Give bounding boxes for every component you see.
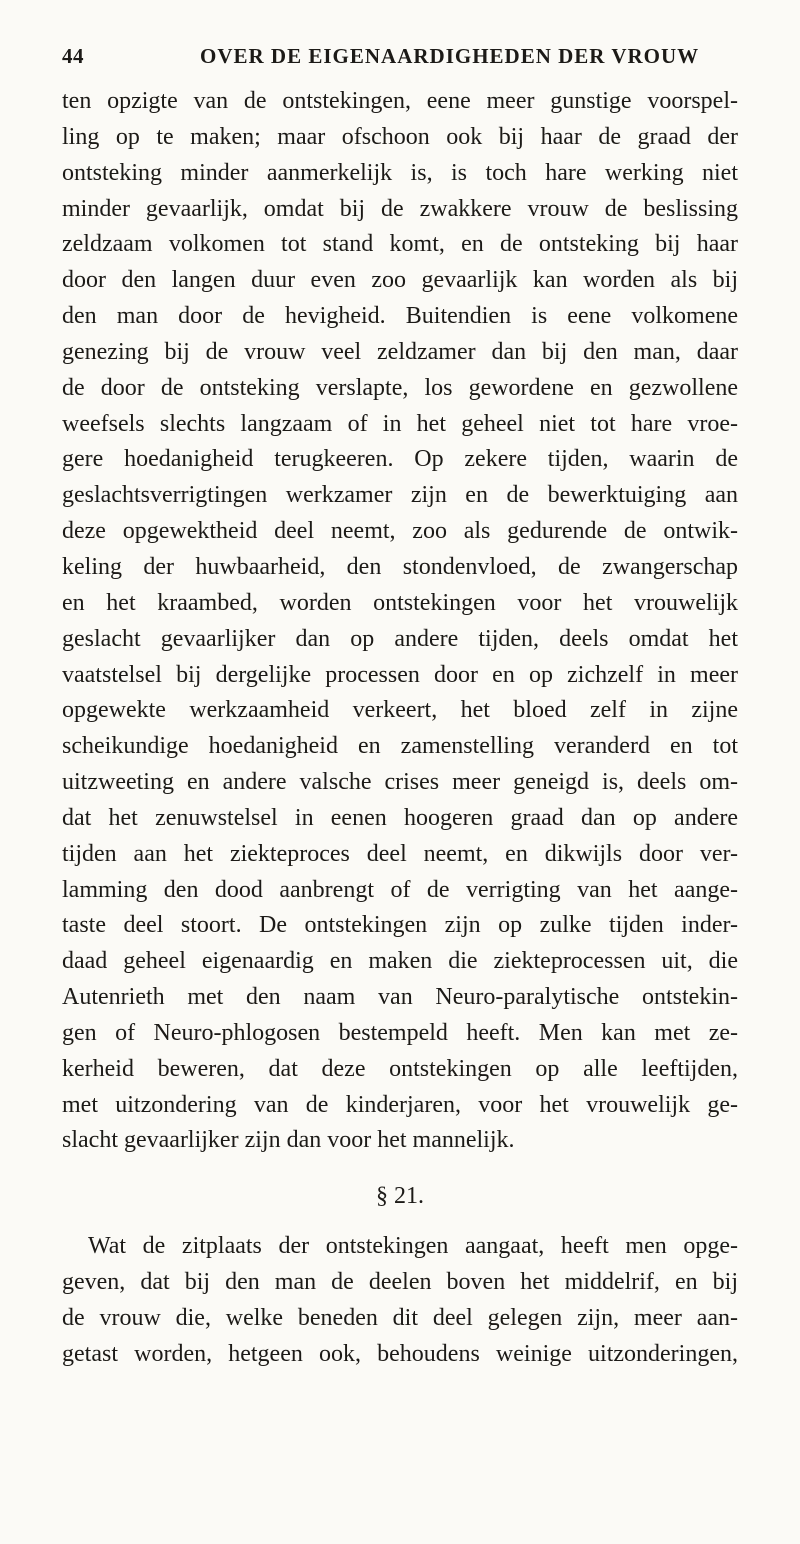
running-title: OVER DE EIGENAARDIGHEDEN DER VROUW	[200, 44, 700, 68]
text-line: tijden aan het ziekteproces deel neemt, en dikwijls door ver-	[62, 840, 738, 867]
running-head	[62, 44, 738, 74]
text-line: de vrouw die, welke beneden dit deel gelegen zijn, meer aan-	[62, 1305, 738, 1331]
text-line: daad geheel eigenaardig en maken die ziekteprocessen uit, die	[62, 948, 738, 975]
text-line: dat het zenuwstelsel in eenen hoogeren graad dan op andere	[62, 804, 738, 831]
text-line: keling der huwbaarheid, den stondenvloed, de zwangerschap	[62, 553, 738, 580]
text-line: gen of Neuro-phlogosen bestempeld heeft. Men kan met ze-	[62, 1019, 738, 1046]
paragraph-1	[62, 84, 738, 1159]
text-line: Autenrieth met den naam van Neuro-paralytische ontstekin-	[62, 984, 738, 1011]
text-line: geslacht gevaarlijker dan op andere tijden, deels omdat het	[62, 625, 738, 652]
text-line: deze opgewektheid deel neemt, zoo als gedurende de ontwik-	[62, 518, 738, 545]
section-heading: § 21.	[376, 1183, 424, 1210]
text-line: uitzweeting en andere valsche crises meer geneigd is, deels om-	[62, 769, 738, 796]
text-line: weefsels slechts langzaam of in het geheel niet tot hare vroe-	[62, 410, 738, 437]
text-line: geven, dat bij den man de deelen boven het middelrif, en bij	[62, 1269, 738, 1296]
text-line: Wat de zitplaats der ontstekingen aangaat, heeft men opge-	[88, 1233, 738, 1260]
text-line: ling op te maken; maar ofschoon ook bij haar de graad der	[62, 123, 738, 150]
text-line: getast worden, hetgeen ook, behoudens weinige uitzonderingen,	[62, 1340, 738, 1367]
text-line: scheikundige hoedanigheid en zamenstelling veranderd en tot	[62, 733, 738, 760]
text-line: door den langen duur even zoo gevaarlijk kan worden als bij	[62, 267, 738, 294]
text-line: slacht gevaarlijker zijn dan voor het mannelijk.	[62, 1127, 515, 1154]
text-line: lamming den dood aanbrengt of de verrigting van het aange-	[62, 876, 738, 903]
text-line: genezing bij de vrouw veel zeldzamer dan bij den man, daar	[62, 338, 738, 365]
text-line: gere hoedanigheid terugkeeren. Op zekere tijden, waarin de	[62, 446, 738, 473]
text-line: de door de ontsteking verslapte, los gewordene en gezwollene	[62, 374, 738, 401]
text-line: vaatstelsel bij dergelijke processen door en op zichzelf in meer	[62, 661, 738, 688]
paragraph-2	[62, 1229, 738, 1372]
text-line: den man door de hevigheid. Buitendien is eene volkomene	[62, 303, 738, 330]
text-line: opgewekte werkzaamheid verkeert, het bloed zelf in zijne	[62, 697, 738, 724]
text-line: ten opzigte van de ontstekingen, eene meer gunstige voorspel-	[62, 88, 738, 114]
text-line: en het kraambed, worden ontstekingen voor het vrouwelijk	[62, 589, 738, 616]
text-line: ontsteking minder aanmerkelijk is, is toch hare werking niet	[62, 159, 738, 186]
body-text	[62, 84, 738, 1373]
text-line: geslachtsverrigtingen werkzamer zijn en de bewerktuiging aan	[62, 482, 738, 509]
text-line: kerheid beweren, dat deze ontstekingen op alle leeftijden,	[62, 1055, 738, 1082]
text-line: taste deel stoort. De ontstekingen zijn op zulke tijden inder-	[62, 912, 738, 939]
text-line: minder gevaarlijk, omdat bij de zwakkere vrouw de beslissing	[62, 195, 738, 222]
text-line: zeldzaam volkomen tot stand komt, en de ontsteking bij haar	[62, 231, 738, 258]
page-number: 44	[62, 44, 84, 68]
text-line: met uitzondering van de kinderjaren, voor het vrouwelijk ge-	[62, 1091, 738, 1118]
